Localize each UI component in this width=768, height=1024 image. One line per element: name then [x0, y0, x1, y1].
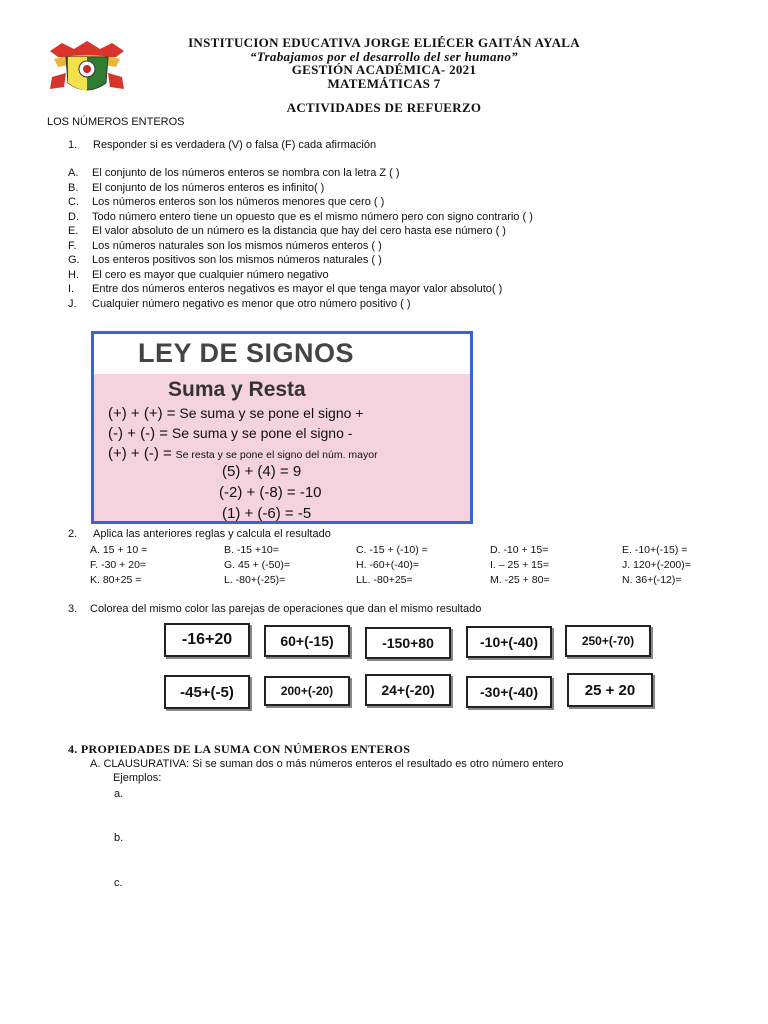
- sign-example: (5) + (4) = 9: [222, 463, 302, 480]
- exercise-item: C. -15 + (-10) =: [356, 544, 428, 556]
- list-item: E. El valor absoluto de un número es la distancia que hay del cero hasta ese número ( ): [68, 225, 506, 237]
- sign-rule: (+) + (-) = Se resta y se pone el signo del núm. mayor: [108, 445, 378, 462]
- operation-card[interactable]: -30+(-40): [466, 676, 552, 708]
- q2-text: Aplica las anteriores reglas y calcula el resultado: [93, 528, 331, 540]
- section-title: LOS NÚMEROS ENTEROS: [47, 116, 185, 128]
- list-item: F. Los números naturales son los mismos números enteros ( ): [68, 239, 382, 252]
- sign-rules-subtitle: Suma y Resta: [168, 378, 306, 401]
- operation-card[interactable]: 24+(-20): [365, 674, 451, 706]
- list-item: I. Entre dos números enteros negativos es mayor el que tenga mayor valor absoluto( ): [68, 283, 503, 295]
- exercise-item: N. 36+(-12)=: [622, 574, 682, 586]
- sign-rules-panel: [91, 331, 473, 524]
- list-item: G. Los enteros positivos son los mismos números naturales ( ): [68, 254, 382, 266]
- sign-rule: (+) + (+) = Se suma y se pone el signo +: [108, 405, 364, 422]
- q2-exercise-grid: [90, 544, 720, 592]
- list-item: A. El conjunto de los números enteros se nombra con la letra Z ( ): [68, 167, 400, 179]
- list-item: D. Todo número entero tiene un opuesto que es el mismo número pero con signo contrario ( ): [68, 210, 533, 223]
- subject: MATEMÁTICAS 7: [327, 76, 441, 91]
- q4-property: A. CLAUSURATIVA: Si se suman dos o más números enteros el resultado es otro número entero: [90, 758, 564, 770]
- exercise-item: E. -10+(-15) =: [622, 544, 688, 556]
- exercise-item: B. -15 +10=: [224, 544, 279, 556]
- q3-number: 3.: [68, 603, 78, 615]
- example-slot-c: c.: [114, 877, 123, 889]
- list-item: J. Cualquier número negativo es menor que otro número positivo ( ): [68, 297, 411, 310]
- operation-card[interactable]: 60+(-15): [264, 625, 350, 657]
- exercise-item: G. 45 + (-50)=: [224, 559, 290, 571]
- operation-card[interactable]: 200+(-20): [264, 676, 350, 706]
- example-slot-a: a.: [114, 788, 124, 800]
- institution-name: INSTITUCION EDUCATIVA JORGE ELIÉCER GAITÁN AYALA: [188, 35, 580, 50]
- operation-card[interactable]: 25 + 20: [567, 673, 653, 707]
- operation-card[interactable]: -10+(-40): [466, 626, 552, 658]
- q1-statement-list: [68, 167, 728, 317]
- sign-rule: (-) + (-) = Se suma y se pone el signo -: [108, 425, 353, 442]
- exercise-item: A. 15 + 10 =: [90, 544, 148, 556]
- q2-number: 2.: [68, 528, 78, 540]
- exercise-item: M. -25 + 80=: [490, 574, 550, 586]
- example-slot-b: b.: [114, 832, 124, 844]
- operation-card[interactable]: 250+(-70): [565, 625, 651, 657]
- exercise-item: H. -60+(-40)=: [356, 559, 420, 571]
- operation-card[interactable]: -16+20: [164, 623, 250, 657]
- exercise-item: F. -30 + 20=: [90, 559, 147, 571]
- q4-title: 4. PROPIEDADES DE LA SUMA CON NÚMEROS ENTEROS: [68, 742, 411, 756]
- sign-example: (-2) + (-8) = -10: [219, 484, 322, 501]
- operation-card[interactable]: -45+(-5): [164, 675, 250, 709]
- list-item: H. El cero es mayor que cualquier número negativo: [68, 268, 329, 281]
- exercise-item: I. – 25 + 15=: [490, 559, 549, 571]
- q4-examples-label: Ejemplos:: [113, 772, 162, 784]
- activity-title: ACTIVIDADES DE REFUERZO: [286, 100, 482, 115]
- exercise-item: D. -10 + 15=: [490, 544, 549, 556]
- motto: “Trabajamos por el desarrollo del ser humano”: [250, 49, 518, 64]
- q3-text: Colorea del mismo color las parejas de operaciones que dan el mismo resultado: [90, 603, 482, 615]
- sign-example: (1) + (-6) = -5: [222, 505, 312, 522]
- list-item: C. Los números enteros son los números menores que cero ( ): [68, 196, 385, 208]
- list-item: B. El conjunto de los números enteros es infinito( ): [68, 181, 325, 194]
- operation-card[interactable]: -150+80: [365, 627, 451, 659]
- q1-number: 1.: [68, 139, 78, 151]
- exercise-item: K. 80+25 =: [90, 574, 142, 586]
- q1-text: Responder si es verdadera (V) o falsa (F) cada afirmación: [93, 139, 377, 151]
- sign-rules-title: LEY DE SIGNOS: [138, 338, 355, 368]
- exercise-item: J. 120+(-200)=: [622, 559, 691, 571]
- exercise-item: LL. -80+25=: [356, 574, 413, 586]
- exercise-item: L. -80+(-25)=: [224, 574, 286, 586]
- academic-management: GESTIÓN ACADÉMICA- 2021: [291, 62, 477, 77]
